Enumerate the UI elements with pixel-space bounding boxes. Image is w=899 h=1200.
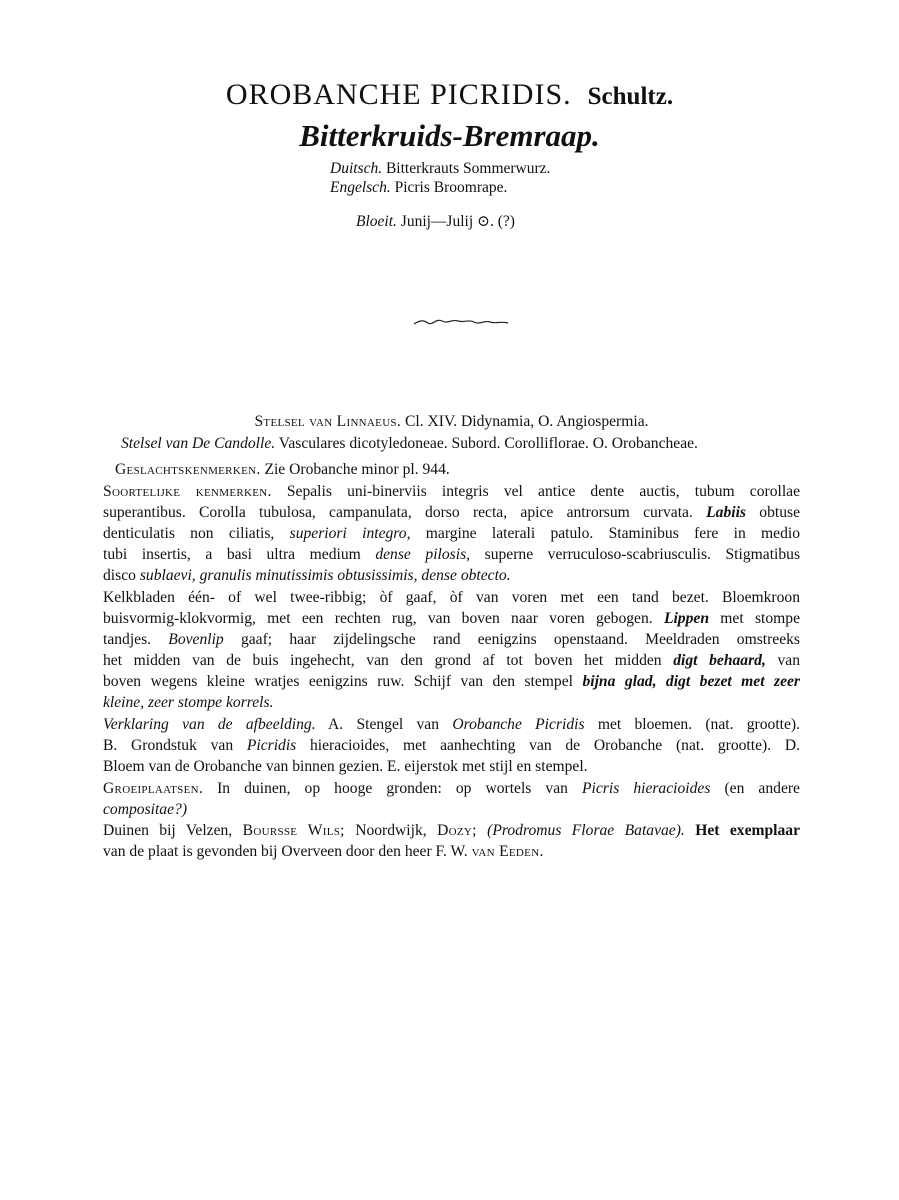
species-title: OROBANCHE PICRIDIS. bbox=[225, 78, 572, 111]
explanation-line-2: B. Grondstuk van Picridis hieracioides, met aanhechting van de Orobanche (nat. grootte). D. bbox=[103, 737, 800, 754]
decandolle-value: Vasculares dicotyledoneae. Subord. Corolliflorae. O. Orobancheae. bbox=[278, 435, 698, 452]
german-name: Bitterkrauts Sommerwurz. bbox=[385, 160, 551, 177]
species-line-3: denticulatis non ciliatis, superiori integro, margine laterali patulo. Staminibus fere in medio bbox=[103, 525, 801, 542]
dutch-line-5: boven wegens kleine wratjes eenigzins ruw. Schijf van den stempel bijna glad, digt bezet met zeer bbox=[103, 673, 800, 690]
explanation-line-1: Verklaring van de afbeelding. A. Stengel van Orobanche Picridis met bloemen. (nat. grootte). bbox=[103, 716, 801, 733]
species-line-5: disco sublaevi, granulis minutissimis obtusissimis, dense obtecto. bbox=[103, 567, 511, 584]
decandolle-line bbox=[121, 434, 698, 455]
german-label: Duitsch. bbox=[330, 160, 383, 177]
linnaeus-label: Stelsel van Linnaeus. bbox=[254, 413, 402, 430]
linnaeus-line bbox=[103, 412, 800, 433]
dutch-line-4: het midden van de buis ingehecht, van den grond af tot boven het midden digt behaard, van bbox=[103, 652, 800, 669]
ornament-divider bbox=[412, 312, 512, 332]
flowering-value: Junij—Julij ⊙. (?) bbox=[400, 213, 515, 230]
english-name: Picris Broomrape. bbox=[394, 179, 508, 196]
flowering-label: Bloeit. bbox=[356, 213, 397, 230]
explanation-label: Verklaring van de afbeelding. bbox=[103, 716, 316, 733]
genus-line bbox=[115, 460, 450, 481]
locations-line-3: Duinen bij Velzen, Boursse Wils; Noordwijk, Dozy; (Prodromus Florae Batavae). Het exemplaar bbox=[103, 822, 801, 839]
title-line bbox=[0, 78, 899, 112]
vernacular-name: Bitterkruids-Bremraap. bbox=[299, 118, 600, 153]
genus-label: Geslachtskenmerken. bbox=[115, 461, 261, 478]
species-line-4: tubi insertis, a basi ultra medium dense pilosis, superne verruculoso-scabriusculis. Stigmatibus bbox=[103, 546, 801, 563]
english-name-line bbox=[330, 179, 507, 197]
locations-line-2: compositae?) bbox=[103, 801, 188, 818]
locations-line-4: van de plaat is gevonden bij Overveen door den heer F. W. van Eeden. bbox=[103, 843, 544, 860]
species-label: Soortelijke kenmerken. bbox=[103, 483, 272, 500]
dutch-line-2: buisvormig-klokvormig, met een rechten rug, van boven naar voren gebogen. Lippen met stompe bbox=[103, 610, 800, 627]
locations-label: Groeiplaatsen. bbox=[103, 780, 204, 797]
german-name-line bbox=[330, 160, 550, 178]
explanation-line-3: Bloem van de Orobanche van binnen gezien. E. eijerstok met stijl en stempel. bbox=[103, 758, 588, 775]
species-line-1: Soortelijke kenmerken. Sepalis uni-binerviis integris vel antice dente auctis, tubum corollae bbox=[103, 483, 800, 500]
genus-value: Zie Orobanche minor pl. 944. bbox=[264, 461, 450, 478]
english-label: Engelsch. bbox=[330, 179, 391, 196]
dutch-line-1: Kelkbladen één- of wel twee-ribbig; òf gaaf, òf van voren met een tand bezet. Bloemkroon bbox=[103, 589, 800, 606]
flowering-line bbox=[356, 212, 515, 231]
dutch-line-3: tandjes. Bovenlip gaaf; haar zijdelingsche rand eenigzins openstaand. Meeldraden omstreeks bbox=[103, 631, 800, 648]
locations-line-1: Groeiplaatsen. In duinen, op hooge gronden: op wortels van Picris hieracioides (en andere bbox=[103, 780, 800, 797]
species-line-2: superantibus. Corolla tubulosa, campanulata, dorso recta, apice antrorsum curvata. Labiis obtuse bbox=[103, 504, 800, 521]
decandolle-label: Stelsel van De Candolle. bbox=[121, 435, 276, 452]
linnaeus-value: Cl. XIV. Didynamia, O. Angiospermia. bbox=[404, 413, 649, 430]
dutch-line-6: kleine, zeer stompe korrels. bbox=[103, 694, 274, 711]
author-name: Schultz. bbox=[587, 83, 674, 110]
